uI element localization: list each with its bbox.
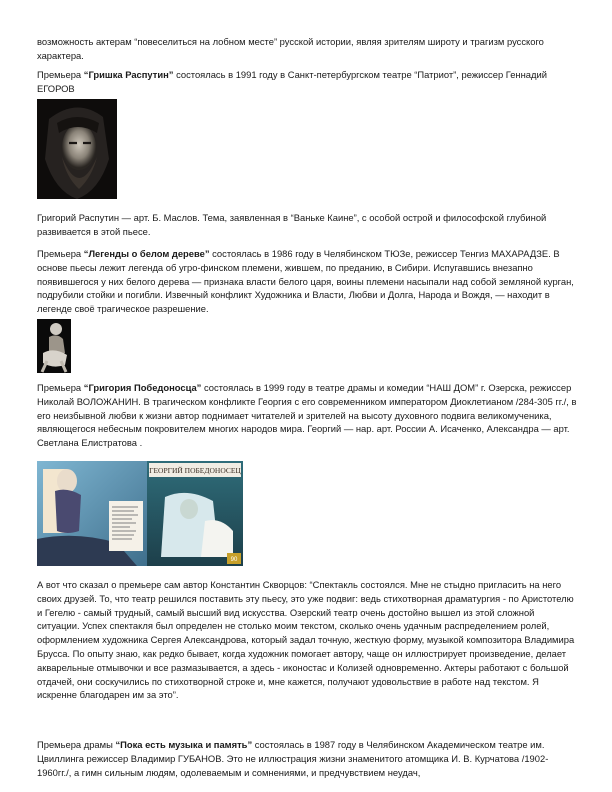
booklet-spread-image	[37, 461, 243, 566]
booklet-page-number: 90	[230, 557, 238, 563]
text: Премьера	[37, 248, 84, 259]
paragraph-grishka-premiere	[37, 68, 577, 96]
paragraph-skvortsov-quote: А вот что сказал о премьере сам автор Константин Скворцов: “Спектакль состоялся. Мне не стыдно пригласить на него своих друзей. То, что театр решился поставить эту пьесу, это уже подвиг: ведь стихотворная драматургия - по Аристотелю и Гегелю - самый трудный, самый высший вид искусства. Озерский театр очень достойно вышел из этой сложной ситуации. Успех спектакля был определен не столько моим текстом, сколько очень удачным распределением ролей, оформлением художника Сергея Александрова, который задал точную, жесткую форму, музыкой композитора Владимира Брусса. По опыту знаю, как редко бывает, когда художник помогает автору, чаще он иллюстрирует произведение, делает акварельные отмывочки и все размазывается, а здесь - иконостас и Колизей одновременно. Актеры работают с большой отдачей, они соскучились по стихотворной строке и, мне кажется, получают удовольствие в работе над текстом. Я искренне благодарен им за это”.	[37, 579, 575, 701]
play-title: “Пока есть музыка и память”	[115, 739, 253, 750]
text: состоялась в 1987 году в Челябинском Академическом театре им. Цвиллинга режиссер Владимир ГУБАНОВ. Это не иллюстрация жизни знаменитого атомщика И. В. Курчатова /1902-1960гг./, а гимн сильным людям, одолеваемым и сомнениями, и предчувствием неудач,	[37, 739, 549, 778]
text: состоялась в 1999 году в театре драмы и комедии “НАШ ДОМ” г. Озерска, режиссер Николай ВОЛОЖАНИН. В трагическом конфликте Георгия с его современником императором Диоклетианом /284-305 гг./, в его неизбывной любви к жизни автор поднимает читателей и зрителей на высоту духовного подвига великомученика, являющегося небесным покровителем многих народов мира. Георгий — нар. арт. России А. Исаченко, Александра — арт. Светлана Елистратова .	[37, 382, 577, 449]
play-title: “Григория Победоносца”	[83, 382, 202, 393]
paragraph-muzyka-premiere	[37, 738, 577, 779]
rasputin-portrait-image	[37, 99, 117, 199]
text: Премьера драмы	[37, 739, 116, 750]
booklet-photo	[37, 461, 243, 566]
rasputin-photo	[37, 99, 117, 199]
paragraph-rasputin-caption: Григорий Распутин — арт. Б. Маслов. Тема, заявленная в “Ваньке Каине”, с особой острой и философской глубиной развивается в этой пьесе.	[37, 212, 547, 237]
text: состоялась в 1991 году в Санкт-петербургском театре “Патриот”, режиссер Геннадий ЕГОРОВ	[37, 69, 547, 94]
legendy-photo	[37, 319, 71, 373]
text: состоялась в 1986 году в Челябинском ТЮЗе, режиссер Тенгиз МАХАРАДЗЕ. В основе пьесы лежит легенда об угро-финском племени, жившем, по преданию, в Сибири. Испугавшись внезапно появившегося у них белого дерева — признака власти белого царя, воины племени насыпали над собой земляной курган, подрубили стойки и погибли. Извечный конфликт Художника и Власти, Любви и Долга, Народа и Вождя, — находит в легенде своё трагическое разрешение.	[37, 248, 574, 315]
paragraph-intro: возможность актерам “повеселиться на лобном месте” русской истории, являя зрителям широту и трагизм русского характера.	[37, 36, 544, 61]
text: Премьера	[37, 382, 84, 393]
paragraph-georgiy-premiere	[37, 381, 577, 450]
legendy-scene-image	[37, 319, 71, 373]
play-title: “Гришка Распутин”	[83, 69, 174, 80]
paragraph-legendy-premiere	[37, 247, 577, 316]
booklet-title: ГЕОРГИЙ ПОБЕДОНОСЕЦ	[149, 466, 241, 475]
text: Премьера	[37, 69, 84, 80]
play-title: “Легенды о белом дереве”	[83, 248, 210, 259]
